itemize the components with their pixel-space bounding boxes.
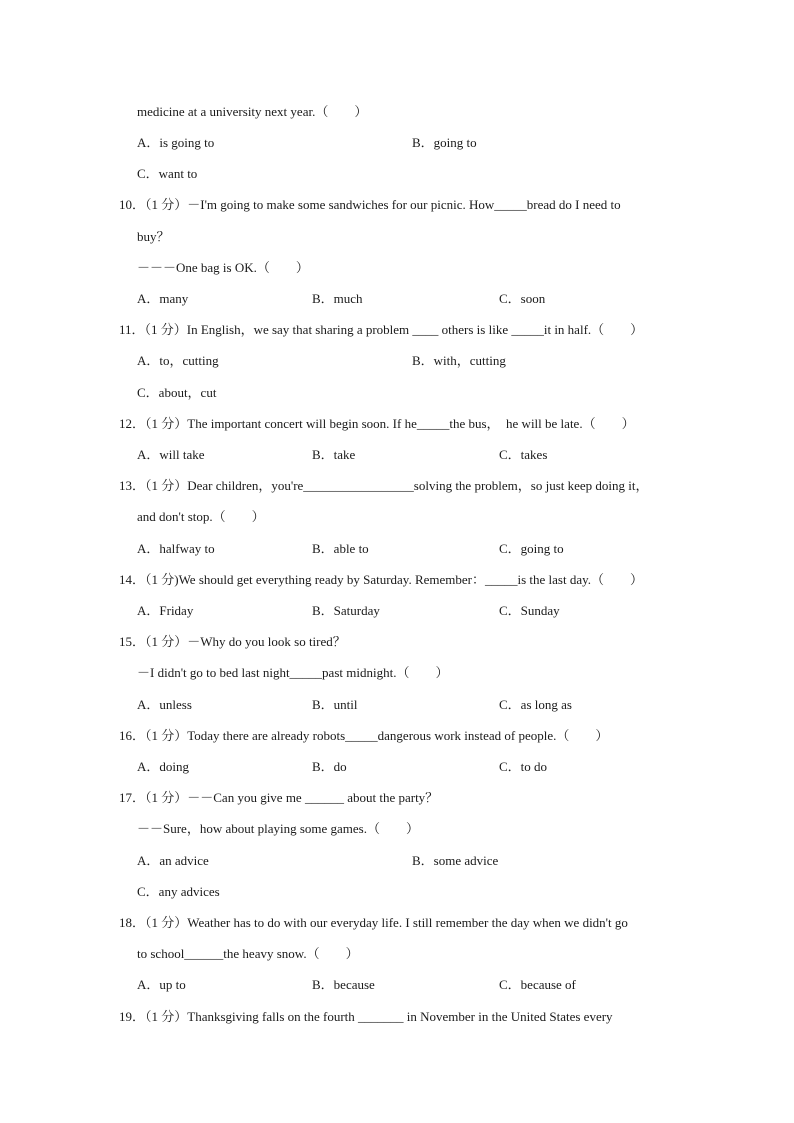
question-13-stem: 13．（1 分）Dear children，you're_________________solving the problem，so just keep doing it，	[119, 478, 649, 493]
question-9-option-a[interactable]: A．is going to	[137, 135, 215, 150]
question-10-option-b[interactable]: B．much	[312, 291, 363, 306]
question-14-option-b[interactable]: B．Saturday	[312, 603, 380, 618]
question-17-option-b[interactable]: B．some advice	[412, 853, 499, 868]
question-11-stem: 11．（1 分）In English，we say that sharing a problem ____ others is like _____it in half.（ ）	[119, 322, 644, 337]
question-12-option-b[interactable]: B．take	[312, 447, 356, 462]
question-12-option-a[interactable]: A．will take	[137, 447, 205, 462]
question-9-continuation: medicine at a university next year.（ ）	[137, 104, 368, 119]
question-17-stem: 17．（1 分）－－Can you give me ______ about the party？	[119, 790, 439, 805]
question-18-stem-line2: to school______the heavy snow.（ ）	[137, 946, 359, 961]
question-10-option-c[interactable]: C．soon	[499, 291, 546, 306]
question-17-option-a[interactable]: A．an advice	[137, 853, 209, 868]
question-13-option-a[interactable]: A．halfway to	[137, 541, 215, 556]
question-10-stem-line2: buy？	[137, 229, 170, 244]
question-15-option-a[interactable]: A．unless	[137, 697, 192, 712]
question-17-dialogue: －－Sure，how about playing some games.（ ）	[137, 821, 419, 836]
question-9-option-b[interactable]: B．going to	[412, 135, 477, 150]
question-16-option-c[interactable]: C．to do	[499, 759, 548, 774]
question-15-stem: 15．（1 分）－Why do you look so tired？	[119, 634, 346, 649]
question-10-dialogue: －－－One bag is OK.（ ）	[137, 260, 309, 275]
question-18-option-c[interactable]: C．because of	[499, 977, 576, 992]
question-17-option-c[interactable]: C．any advices	[137, 884, 220, 899]
question-14-option-c[interactable]: C．Sunday	[499, 603, 560, 618]
question-18-stem: 18．（1 分）Weather has to do with our everyday life. I still remember the day when we didn't go	[119, 915, 628, 930]
question-15-option-c[interactable]: C．as long as	[499, 697, 572, 712]
question-10-option-a[interactable]: A．many	[137, 291, 189, 306]
question-12-option-c[interactable]: C．takes	[499, 447, 548, 462]
question-15-option-b[interactable]: B．until	[312, 697, 358, 712]
question-11-option-b[interactable]: B．with，cutting	[412, 353, 506, 368]
question-16-option-a[interactable]: A．doing	[137, 759, 190, 774]
question-14-option-a[interactable]: A．Friday	[137, 603, 194, 618]
question-13-option-b[interactable]: B．able to	[312, 541, 369, 556]
question-11-option-a[interactable]: A．to，cutting	[137, 353, 219, 368]
question-14-stem: 14．（1 分)We should get everything ready by Saturday. Remember：_____is the last day.（ ）	[119, 572, 644, 587]
question-13-option-c[interactable]: C．going to	[499, 541, 564, 556]
question-15-dialogue: －I didn't go to bed last night_____past midnight.（ ）	[137, 665, 449, 680]
question-18-option-b[interactable]: B．because	[312, 977, 375, 992]
question-9-option-c[interactable]: C．want to	[137, 166, 198, 181]
question-19-stem: 19．（1 分）Thanksgiving falls on the fourth _______ in November in the United States every	[119, 1009, 613, 1024]
question-16-stem: 16．（1 分）Today there are already robots_____dangerous work instead of people.（ ）	[119, 728, 609, 743]
question-10-stem: 10．（1 分）－I'm going to make some sandwiches for our picnic. How_____bread do I need to	[119, 197, 621, 212]
question-16-option-b[interactable]: B．do	[312, 759, 347, 774]
question-13-stem-line2: and don't stop.（ ）	[137, 509, 265, 524]
question-11-option-c[interactable]: C．about，cut	[137, 385, 217, 400]
question-12-stem: 12．（1 分）The important concert will begin soon. If he_____the bus， he will be late.（ ）	[119, 416, 635, 431]
question-18-option-a[interactable]: A．up to	[137, 977, 186, 992]
